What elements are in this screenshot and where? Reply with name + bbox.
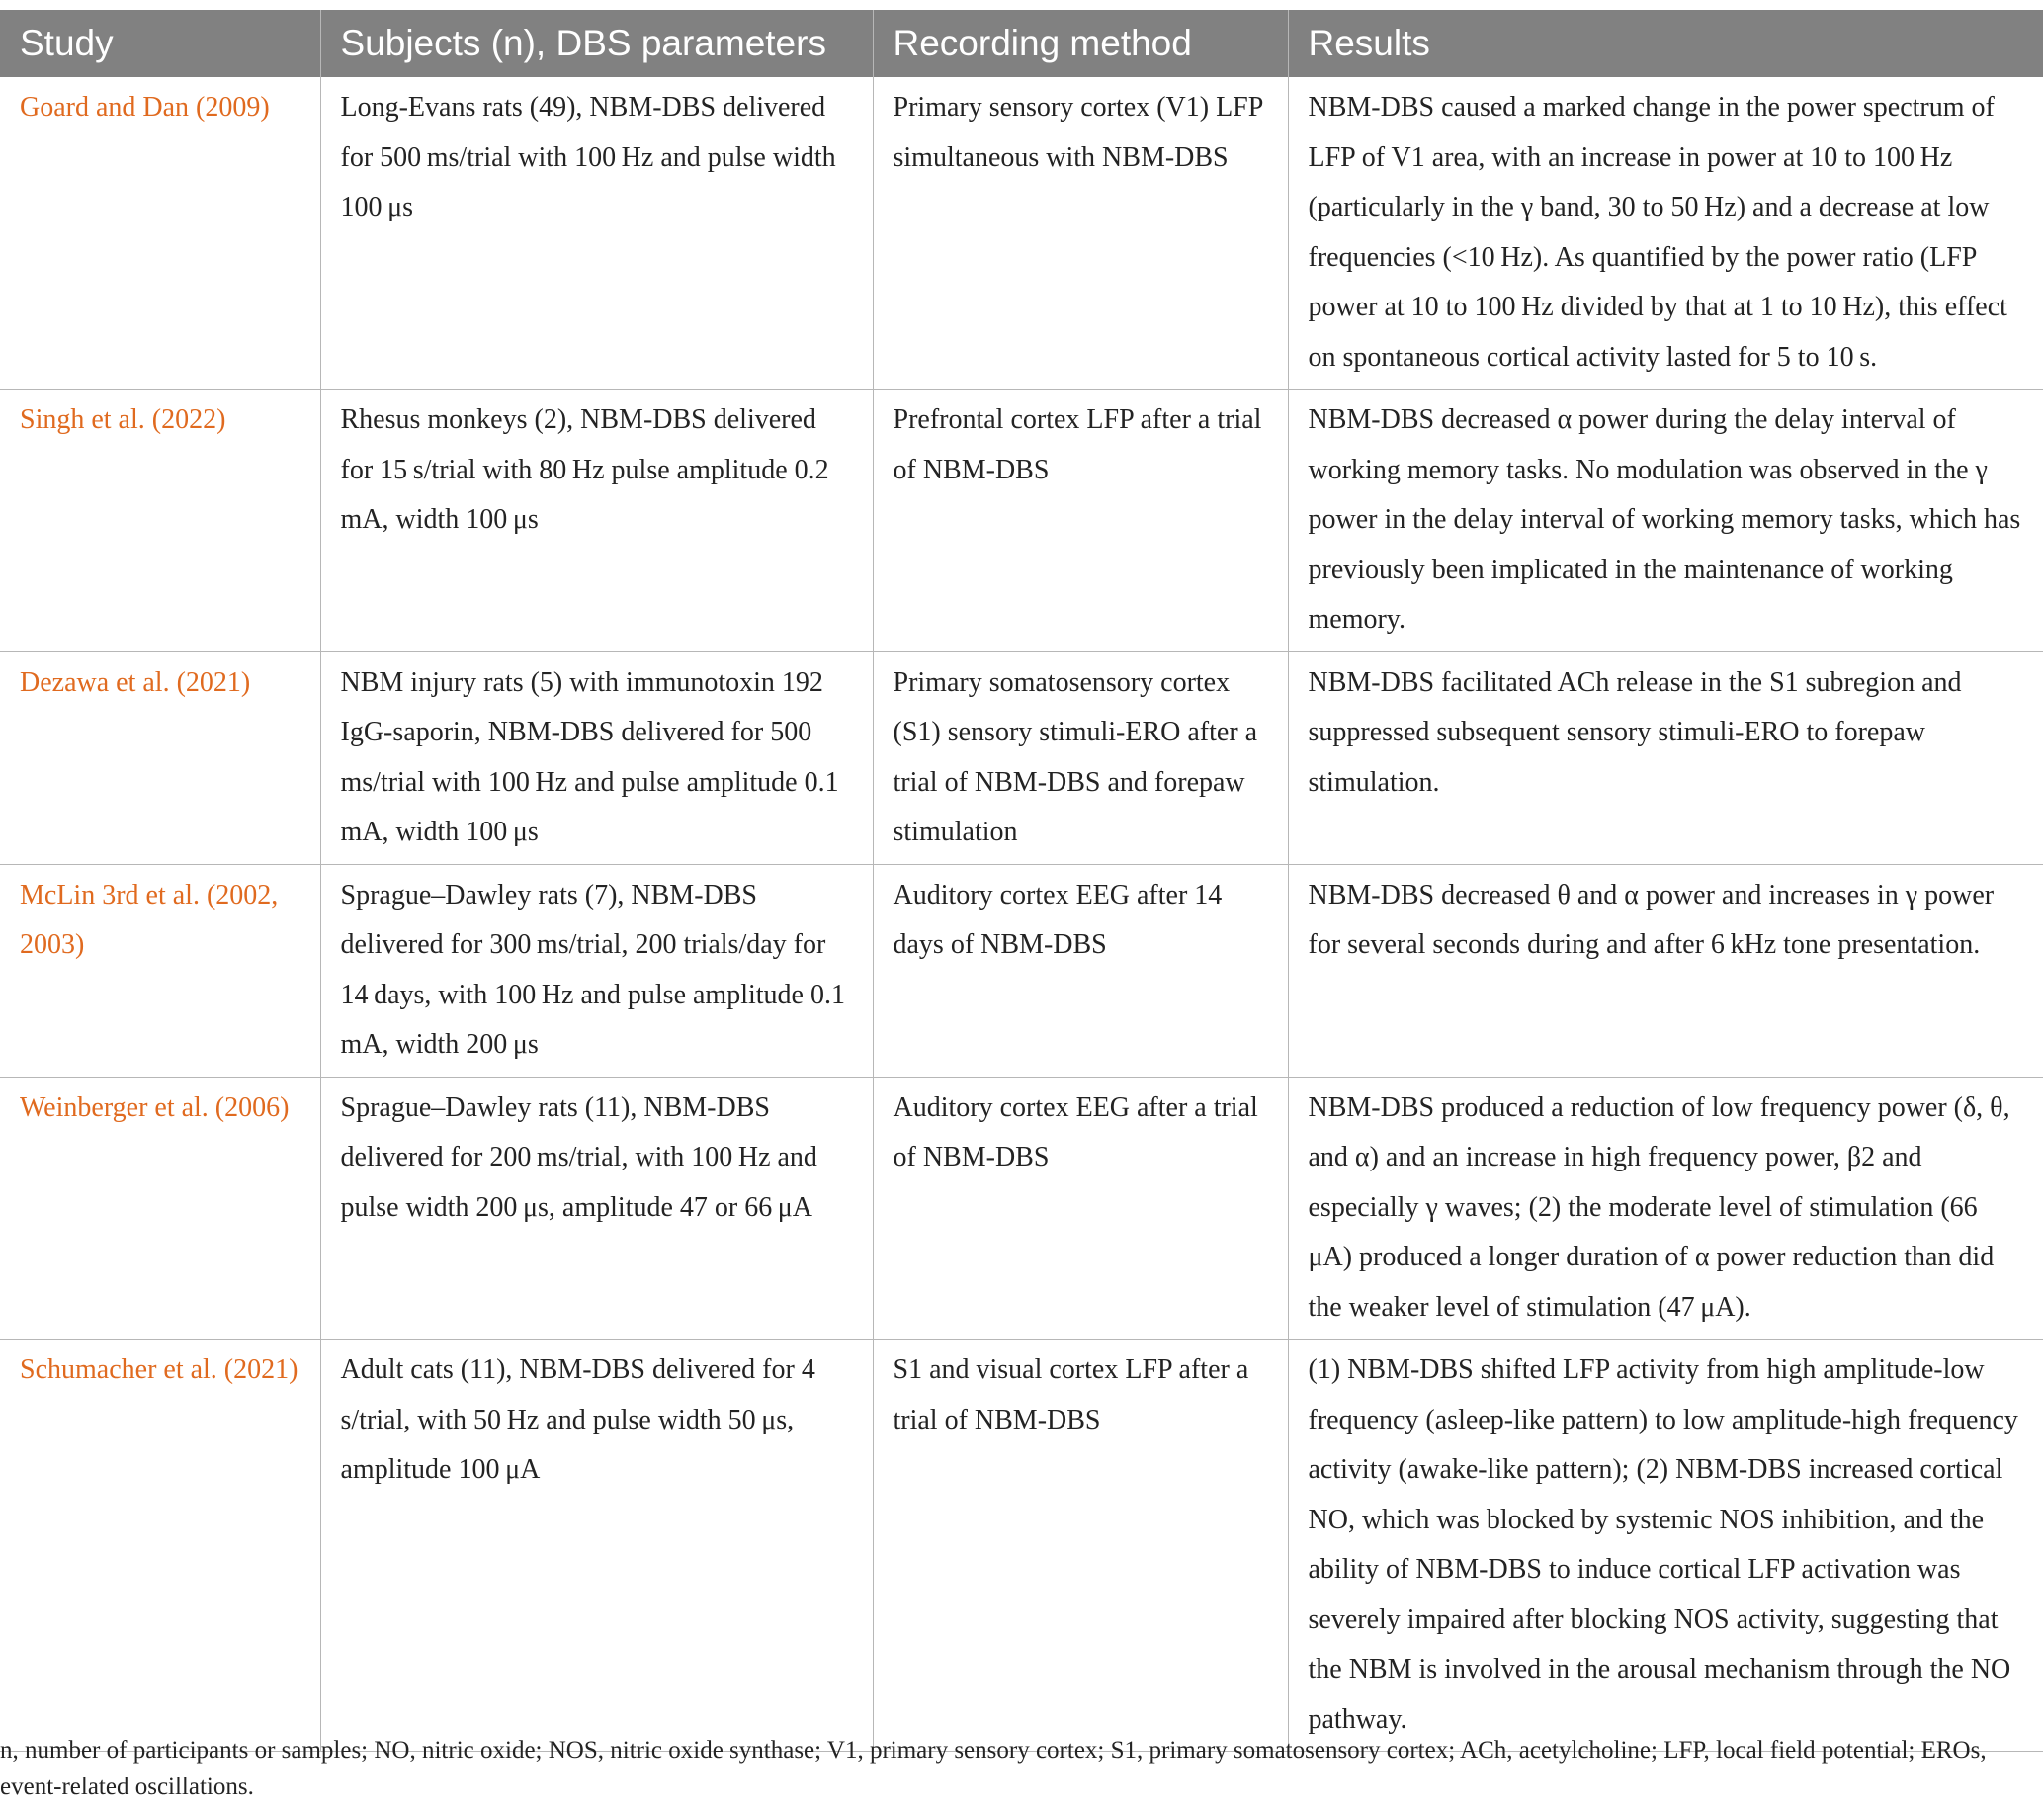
study-link[interactable]: McLin 3rd et al. (2002, 2003) <box>20 879 279 960</box>
study-cell <box>0 1077 320 1340</box>
table-row <box>0 1077 2043 1340</box>
subjects-cell: Sprague–Dawley rats (7), NBM-DBS delivered for 300 ms/trial, 200 trials/day for 14 days, with 100 Hz and pulse amplitude 0.1 mA, width 200 μs <box>320 864 873 1077</box>
study-cell <box>0 1340 320 1752</box>
recording-cell: Auditory cortex EEG after 14 days of NBM-DBS <box>873 864 1288 1077</box>
table-row <box>0 77 2043 390</box>
study-cell <box>0 77 320 390</box>
recording-cell: Primary somatosensory cortex (S1) sensory stimuli-ERO after a trial of NBM-DBS and forepaw stimulation <box>873 651 1288 864</box>
table-row <box>0 651 2043 864</box>
results-cell: (1) NBM-DBS shifted LFP activity from high amplitude-low frequency (asleep-like pattern) to low amplitude-high frequency activity (awake-like pattern); (2) NBM-DBS increased cortical NO, which was blocked by systemic NOS inhibition, and the ability of NBM-DBS to induce cortical LFP activation was severely impaired after blocking NOS activity, suggesting that the NBM is involved in the arousal mechanism through the NO pathway. <box>1288 1340 2043 1752</box>
results-cell: NBM-DBS produced a reduction of low frequency power (δ, θ, and α) and an increase in high frequency power, β2 and especially γ waves; (2) the moderate level of stimulation (66 μA) produced a longer duration of α power reduction than did the weaker level of stimulation (47 μA). <box>1288 1077 2043 1340</box>
results-cell: NBM-DBS decreased α power during the delay interval of working memory tasks. No modulation was observed in the γ power in the delay interval of working memory tasks, which has previously been implicated in the maintenance of working memory. <box>1288 390 2043 652</box>
table-row <box>0 1340 2043 1752</box>
study-link[interactable]: Weinberger et al. (2006) <box>20 1091 290 1123</box>
column-header-study: Study <box>0 10 320 77</box>
recording-cell: Auditory cortex EEG after a trial of NBM-DBS <box>873 1077 1288 1340</box>
results-cell: NBM-DBS caused a marked change in the power spectrum of LFP of V1 area, with an increase in power at 10 to 100 Hz (particularly in the γ band, 30 to 50 Hz) and a decrease at low frequencies (<10 Hz). As quantified by the power ratio (LFP power at 10 to 100 Hz divided by that at 1 to 10 Hz), this effect on spontaneous cortical activity lasted for 5 to 10 s. <box>1288 77 2043 390</box>
recording-cell: Prefrontal cortex LFP after a trial of NBM-DBS <box>873 390 1288 652</box>
study-cell <box>0 390 320 652</box>
subjects-cell: Sprague–Dawley rats (11), NBM-DBS delivered for 200 ms/trial, with 100 Hz and pulse width 200 μs, amplitude 47 or 66 μA <box>320 1077 873 1340</box>
subjects-cell: NBM injury rats (5) with immunotoxin 192 IgG-saporin, NBM-DBS delivered for 500 ms/trial with 100 Hz and pulse amplitude 0.1 mA, width 100 μs <box>320 651 873 864</box>
study-cell <box>0 651 320 864</box>
study-link[interactable]: Dezawa et al. (2021) <box>20 666 251 698</box>
study-link[interactable]: Schumacher et al. (2021) <box>20 1354 298 1385</box>
subjects-cell: Long-Evans rats (49), NBM-DBS delivered for 500 ms/trial with 100 Hz and pulse width 100 μs <box>320 77 873 390</box>
results-cell: NBM-DBS decreased θ and α power and increases in γ power for several seconds during and after 6 kHz tone presentation. <box>1288 864 2043 1077</box>
column-header-recording-method: Recording method <box>873 10 1288 77</box>
header-row <box>0 10 2043 77</box>
study-table-container <box>0 10 2043 1752</box>
study-link[interactable]: Goard and Dan (2009) <box>20 92 270 123</box>
recording-cell: Primary sensory cortex (V1) LFP simultaneous with NBM-DBS <box>873 77 1288 390</box>
study-cell <box>0 864 320 1077</box>
recording-cell: S1 and visual cortex LFP after a trial of NBM-DBS <box>873 1340 1288 1752</box>
table-footnote: n, number of participants or samples; NO, nitric oxide; NOS, nitric oxide synthase; V1, primary sensory cortex; S1, primary somatosensory cortex; ACh, acetylcholine; LFP, local field potential; EROs, event-related oscillations. <box>0 1737 1987 1800</box>
column-header-subjects: Subjects (n), DBS parameters <box>320 10 873 77</box>
subjects-cell: Rhesus monkeys (2), NBM-DBS delivered for 15 s/trial with 80 Hz pulse amplitude 0.2 mA, width 100 μs <box>320 390 873 652</box>
table-row <box>0 390 2043 652</box>
study-link[interactable]: Singh et al. (2022) <box>20 404 226 435</box>
results-cell: NBM-DBS facilitated ACh release in the S1 subregion and suppressed subsequent sensory stimuli-ERO to forepaw stimulation. <box>1288 651 2043 864</box>
study-table <box>0 10 2043 1752</box>
table-row <box>0 864 2043 1077</box>
subjects-cell: Adult cats (11), NBM-DBS delivered for 4 s/trial, with 50 Hz and pulse width 50 μs, amplitude 100 μA <box>320 1340 873 1752</box>
column-header-results: Results <box>1288 10 2043 77</box>
